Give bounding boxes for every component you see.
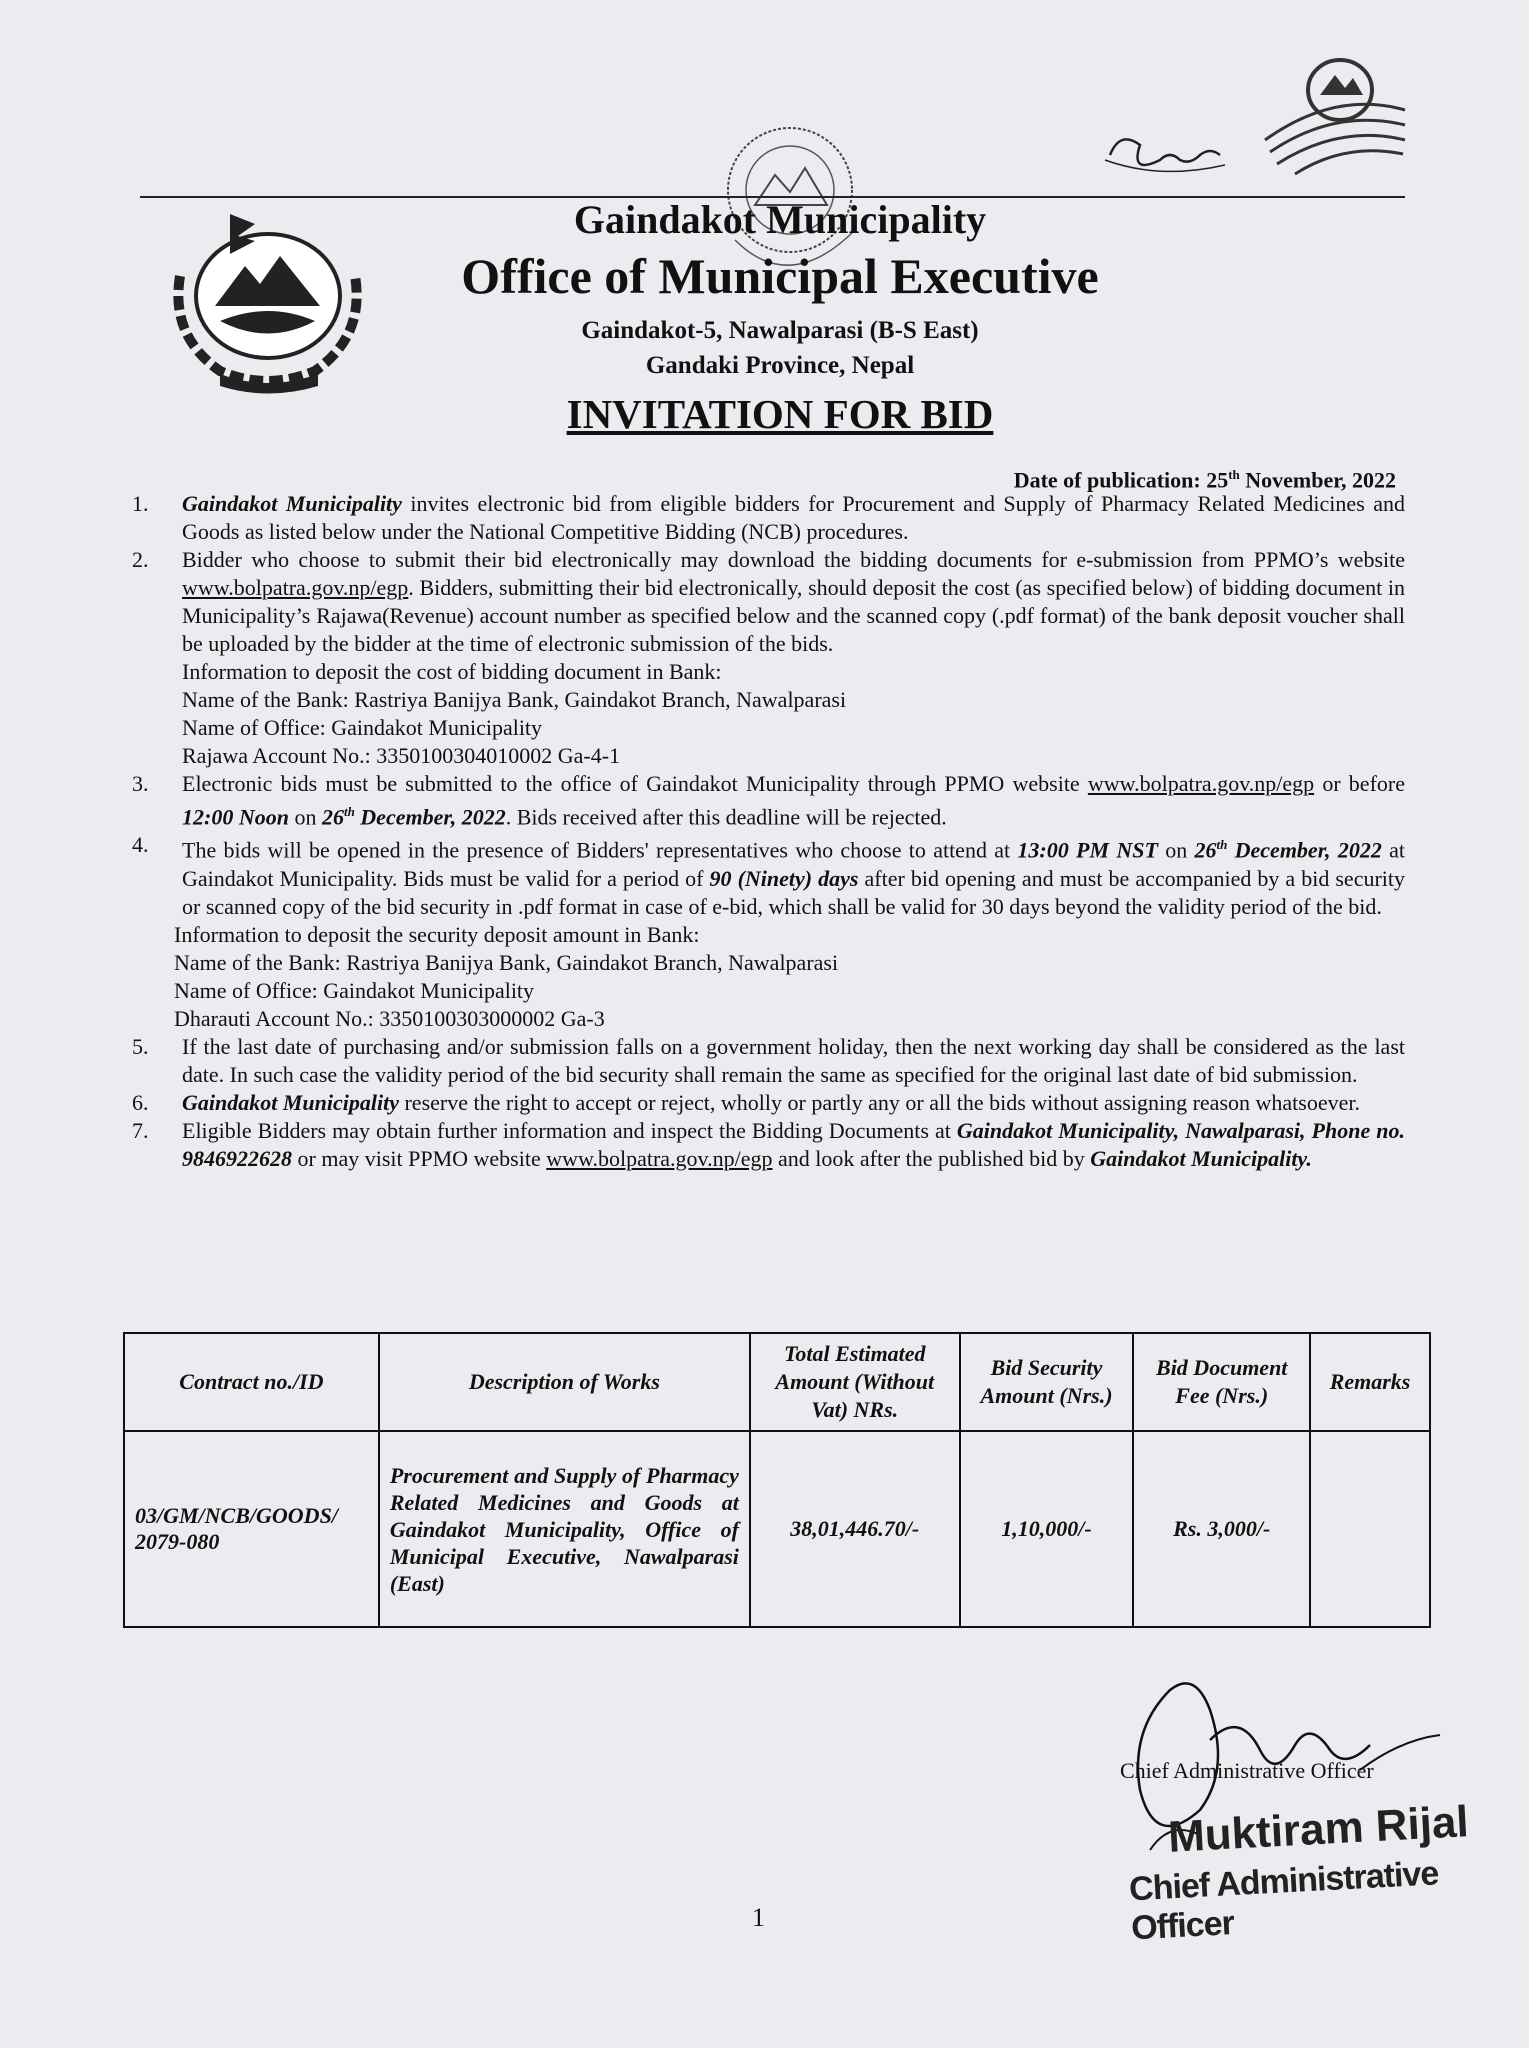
clause-number: 1.	[132, 491, 149, 516]
opening-month: December, 2022	[1227, 837, 1382, 863]
clause-text	[182, 546, 1405, 658]
rajawa-account: Rajawa Account No.: 3350100304010002 Ga-4-1	[182, 743, 621, 768]
publication-date-label: Date of publication: 25	[1013, 467, 1229, 493]
publication-date-suffix: th	[1228, 467, 1240, 482]
deadline-time: 12:00 Noon	[182, 804, 289, 830]
contact-place: Gaindakot Municipality, Nawalparasi, Phone no. 9846922628	[182, 1117, 1405, 1171]
clause-text	[182, 831, 1405, 920]
signatory-title-stamp: Chief Administrative Officer	[1128, 1854, 1440, 1948]
ppmo-link[interactable]: www.bolpatra.gov.np/egp	[546, 1145, 773, 1171]
cell-description: Procurement and Supply of Pharmacy Related Medicines and Goods at Gaindakot Municipality, Office of Municipal Executive, Nawalparasi (East)	[379, 1431, 750, 1627]
clause-text: If the last date of purchasing and/or submission falls on a government holiday, then the next working day shall be considered as the last date. In such case the validity period of the bid security shall remain the same as specified for the original last date of bid submission.	[182, 1033, 1405, 1087]
opening-time: 13:00 PM NST	[1017, 837, 1158, 863]
org-name: Gaindakot Municipality.	[1090, 1145, 1312, 1171]
address-line-1: Gaindakot-5, Nawalparasi (B-S East)	[581, 317, 979, 344]
dharauti-account: Dharauti Account No.: 3350100303000002 Ga-3	[174, 1005, 605, 1031]
cell-bid-security: 1,10,000/-	[960, 1431, 1134, 1627]
clause-6-text: reserve the right to accept or reject, wholly or partly any or all the bids without assigning reason whatsoever.	[398, 1089, 1360, 1115]
bank-name: Name of the Bank: Rastriya Banijya Bank, Gaindakot Branch, Nawalparasi	[182, 687, 847, 712]
cell-contract-id: 03/GM/NCB/GOODS/ 2079-080	[124, 1431, 379, 1627]
clause-3-text-d: . Bids received after this deadline will be rejected.	[505, 804, 947, 830]
clause-7-text-a: Eligible Bidders may obtain further information and inspect the Bidding Documents at	[182, 1117, 957, 1143]
clause-number: 3.	[132, 771, 149, 796]
municipal-stamp-right	[1245, 50, 1415, 185]
clause-text	[182, 770, 1405, 831]
nepal-emblem-icon	[160, 196, 375, 396]
cell-remarks	[1310, 1431, 1430, 1627]
clause-number: 6.	[132, 1089, 149, 1115]
bid-notice-body	[130, 490, 1405, 1173]
clause-4-text-a: The bids will be opened in the presence of Bidders' representatives who choose to attend at	[182, 837, 1018, 863]
clause-4	[130, 831, 1405, 920]
org-name: Gaindakot Municipality	[182, 1089, 399, 1115]
address-line-2: Gandaki Province, Nepal	[645, 352, 915, 379]
signatory-title: Chief Administrative Officer	[1120, 1758, 1374, 1783]
publication-date-rest: November, 2022	[1239, 467, 1396, 493]
clause-5	[130, 1033, 1405, 1089]
clause-text	[182, 490, 1405, 546]
bank-name: Name of the Bank: Rastriya Banijya Bank, Gaindakot Branch, Nawalparasi	[174, 949, 839, 975]
clause-2	[130, 546, 1405, 658]
clause-7-text-b: or may visit PPMO website	[292, 1145, 547, 1171]
table-row	[124, 1431, 1430, 1627]
clause-2-text-b: . Bidders, submitting their bid electronically, should deposit the cost (as specified below) of bidding document in Municipality’s Rajawa(Revenue) account number as specified below and the scanned copy (.pdf format) of the bank deposit voucher shall be uploaded by the bidder at the time of electronic submission of the bids.	[182, 575, 1405, 656]
clause-6	[130, 1089, 1405, 1117]
clause-number: 4.	[132, 832, 149, 858]
clause-text	[182, 1117, 1405, 1173]
clause-3-text-a: Electronic bids must be submitted to the office of Gaindakot Municipality through PPMO website	[182, 771, 1088, 796]
opening-suffix: th	[1216, 837, 1228, 853]
clause-number: 2.	[132, 547, 149, 572]
cell-document-fee: Rs. 3,000/-	[1133, 1431, 1310, 1627]
ppmo-link[interactable]: www.bolpatra.gov.np/egp	[1087, 771, 1315, 796]
clause-3	[130, 770, 1405, 831]
clause-1	[130, 490, 1405, 546]
column-header-fee: Bid Document Fee (Nrs.)	[1133, 1333, 1310, 1431]
bid-table	[123, 1332, 1431, 1628]
deadline-month: December, 2022	[354, 804, 506, 830]
clause-number: 7.	[132, 1117, 149, 1143]
clause-3-text-c: on	[288, 804, 322, 830]
clause-4-text-b: on	[1157, 837, 1195, 863]
clause-1-text: invites electronic bid from eligible bidders for Procurement and Supply of Pharmacy Related Medicines and Goods as listed below under the National Competitive Bidding (NCB) procedures.	[182, 491, 1405, 544]
office-name-line: Name of Office: Gaindakot Municipality	[182, 715, 543, 740]
page-number: 1	[752, 1903, 765, 1932]
column-header-description: Description of Works	[379, 1333, 750, 1431]
opening-day: 26	[1194, 837, 1217, 863]
bank-info-heading: Information to deposit the cost of bidding document in Bank:	[182, 659, 722, 684]
column-header-amount: Total Estimated Amount (Without Vat) NRs.	[750, 1333, 960, 1431]
deadline-suffix: th	[343, 804, 355, 819]
document-title: INVITATION FOR BID	[566, 391, 994, 437]
clause-text	[182, 1089, 1405, 1117]
signatory-name-stamp: Muktiram Rijal	[1166, 1797, 1470, 1862]
column-header-remarks: Remarks	[1310, 1333, 1430, 1431]
org-name: Gaindakot Municipality	[182, 491, 402, 516]
deadline-day: 26	[321, 804, 344, 830]
column-header-contract: Contract no./ID	[124, 1333, 379, 1431]
letterhead	[370, 195, 1190, 441]
column-header-security: Bid Security Amount (Nrs.)	[960, 1333, 1134, 1431]
office-name-line: Name of Office: Gaindakot Municipality	[174, 977, 535, 1003]
clause-4-text-c: at Gaindakot Municipality. Bids must be valid for a period of	[182, 837, 1406, 891]
clause-7	[130, 1117, 1405, 1173]
clause-2-text-a: Bidder who choose to submit their bid electronically may download the bidding documents for e-submission from PPMO’s website	[182, 547, 1405, 572]
signature-initials-top	[1100, 125, 1230, 185]
office-name: Office of Municipal Executive	[461, 248, 1099, 304]
validity-days: 90 (Ninety) days	[709, 865, 859, 891]
table-header-row	[124, 1333, 1430, 1431]
municipality-name: Gaindakot Municipality	[573, 197, 987, 242]
cell-estimated-amount: 38,01,446.70/-	[750, 1431, 960, 1627]
clause-4-text-d: after bid opening and must be accompanied by a bid security or scanned copy of the bid security in .pdf format in case of e-bid, which shall be valid for 30 days beyond the validity period of the bid.	[182, 865, 1406, 919]
clause-number: 5.	[132, 1033, 149, 1059]
ppmo-link[interactable]: www.bolpatra.gov.np/egp	[182, 575, 409, 600]
clause-3-text-b: or before	[1314, 771, 1405, 796]
clause-7-text-c: and look after the published bid by	[772, 1145, 1091, 1171]
security-info-heading: Information to deposit the security deposit amount in Bank:	[174, 921, 700, 947]
